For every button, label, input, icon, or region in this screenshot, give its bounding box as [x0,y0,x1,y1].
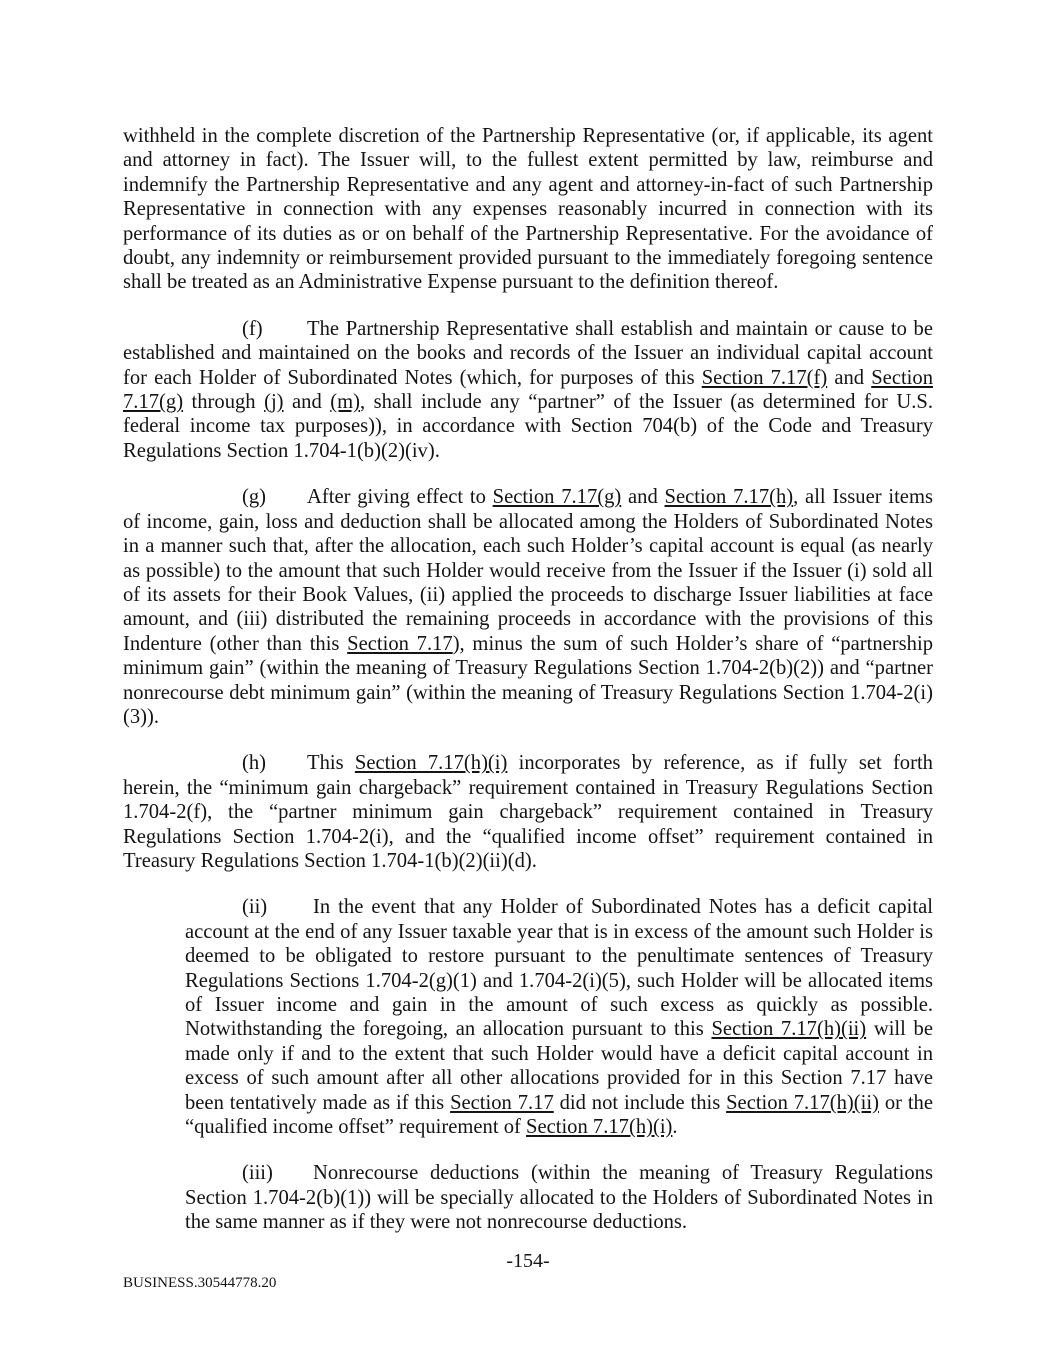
paragraph-label-g: (g) [242,486,267,509]
paragraph-g [123,485,933,729]
text-run: ), minus the sum of such Holder’s share of “partnership minimum gain” (within the meaning of Treasury Regulations Section 1.704-2(b)(2)) and “partner nonrecourse debt minimum gain” (within the meaning of Treasury Regulations Section 1.704-2(i)(3)). [123,632,933,728]
text-run: or the “qualified income offset” requirement of [185,1091,933,1139]
text-run: will be made only if and to the extent that such Holder would have a deficit capital account in excess of such amount after all other allocations provided for in this Section 7.17 have been tentatively made as if this [185,1018,933,1114]
section-reference: Section 7.17(h)(ii) [711,1018,867,1041]
text-run: through [183,391,265,414]
page-content [123,124,933,1257]
paragraph-label-h: (h) [242,752,267,775]
section-reference: Section 7.17(f) [701,366,828,389]
text-run: and [283,391,331,414]
section-reference: Section 7.17(g) [123,366,933,414]
document-id-stamp: BUSINESS.30544778.20 [123,1275,277,1291]
paragraph-h-ii [185,895,933,1139]
paragraph-label-h-iii: (iii) [242,1162,273,1185]
text-run: , shall include any “partner” of the Issuer (as determined for U.S. federal income tax purposes)), in accordance with Section 704(b) of the Code and Treasury Regulations Section 1.704-1(b)(2)(iv). [123,391,933,462]
text-run: , all Issuer items of income, gain, loss and deduction shall be allocated among the Holders of Subordinated Notes in a manner such that, after the allocation, each such Holder’s capital account is equal (as nearly as possible) to the amount that such Holder would receive from the Issuer if the Issuer (i) sold all of its assets for their Book Values, (ii) applied the proceeds to discharge Issuer liabilities at face amount, and (iii) distributed the remaining proceeds in accordance with the provisions of this Indenture (other than this [123,486,933,655]
text-run: incorporates by reference, as if fully set forth herein, the “minimum gain chargeback” requirement contained in Treasury Regulations Section 1.704-2(f), the “partner minimum gain chargeback” requirement contained in Treasury Regulations Section 1.704-2(i), and the “qualified income offset” requirement contained in Treasury Regulations Section 1.704-1(b)(2)(ii)(d). [123,752,933,872]
section-reference: Section 7.17(h)(i) [354,752,508,775]
paragraph-label-f: (f) [242,317,263,340]
section-reference: Section 7.17(g) [492,486,622,509]
paragraph-h [123,751,933,873]
paragraph-label-h-ii: (ii) [242,896,268,919]
section-reference: Section 7.17(h)(ii) [726,1091,879,1114]
text-run: In the event that any Holder of Subordinated Notes has a deficit capital account at the end of any Issuer taxable year that is in excess of the amount such Holder is deemed to be obligated to restore pursuant to the penultimate sentences of Treasury Regulations Sections 1.704-2(g)(1) and 1.704-2(i)(5), such Holder will be allocated items of Issuer income and gain in the amount of such excess as quickly as possible. Notwithstanding the foregoing, an allocation pursuant to this [185,896,933,1041]
text-run: The Partnership Representative shall establish and maintain or cause to be established and maintained on the books and records of the Issuer an individual capital account for each Holder of Subordinated Notes (which, for purposes of this [123,317,933,389]
text-run: After giving effect to [307,486,493,509]
text-run: Nonrecourse deductions (within the meaning of Treasury Regulations Section 1.704-2(b)(1)) will be specially allocated to the Holders of Subordinated Notes in the same manner as if they were not nonrecourse deductions. [185,1162,933,1234]
section-reference: Section 7.17(h)(i) [526,1116,673,1139]
text-run: This [307,752,355,775]
text-run: did not include this [553,1091,727,1114]
paragraph-h-iii [185,1161,933,1234]
paragraph-continuation [123,124,933,295]
text-run: withheld in the complete discretion of the Partnership Representative (or, if applicable, its agent and attorney in fact). The Issuer will, to the fullest extent permitted by law, reimburse and indemnify the Partnership Representative and any agent and attorney-in-fact of such Partnership Representative in connection with any expenses reasonably incurred in connection with its performance of its duties as or on behalf of the Partnership Representative. For the avoidance of doubt, any indemnity or reimbursement provided pursuant to the immediately foregoing sentence shall be treated as an Administrative Expense pursuant to the definition thereof. [123,125,933,294]
text-run: and [621,486,665,509]
section-reference: (j) [264,391,284,414]
section-reference: (m) [330,391,360,414]
paragraph-f [123,317,933,463]
section-reference: Section 7.17 [347,632,453,655]
text-run: . [672,1116,678,1139]
section-reference: Section 7.17(h) [664,486,794,509]
text-run: and [827,366,872,389]
section-reference: Section 7.17 [450,1091,554,1114]
page-number: -154- [506,1250,550,1272]
